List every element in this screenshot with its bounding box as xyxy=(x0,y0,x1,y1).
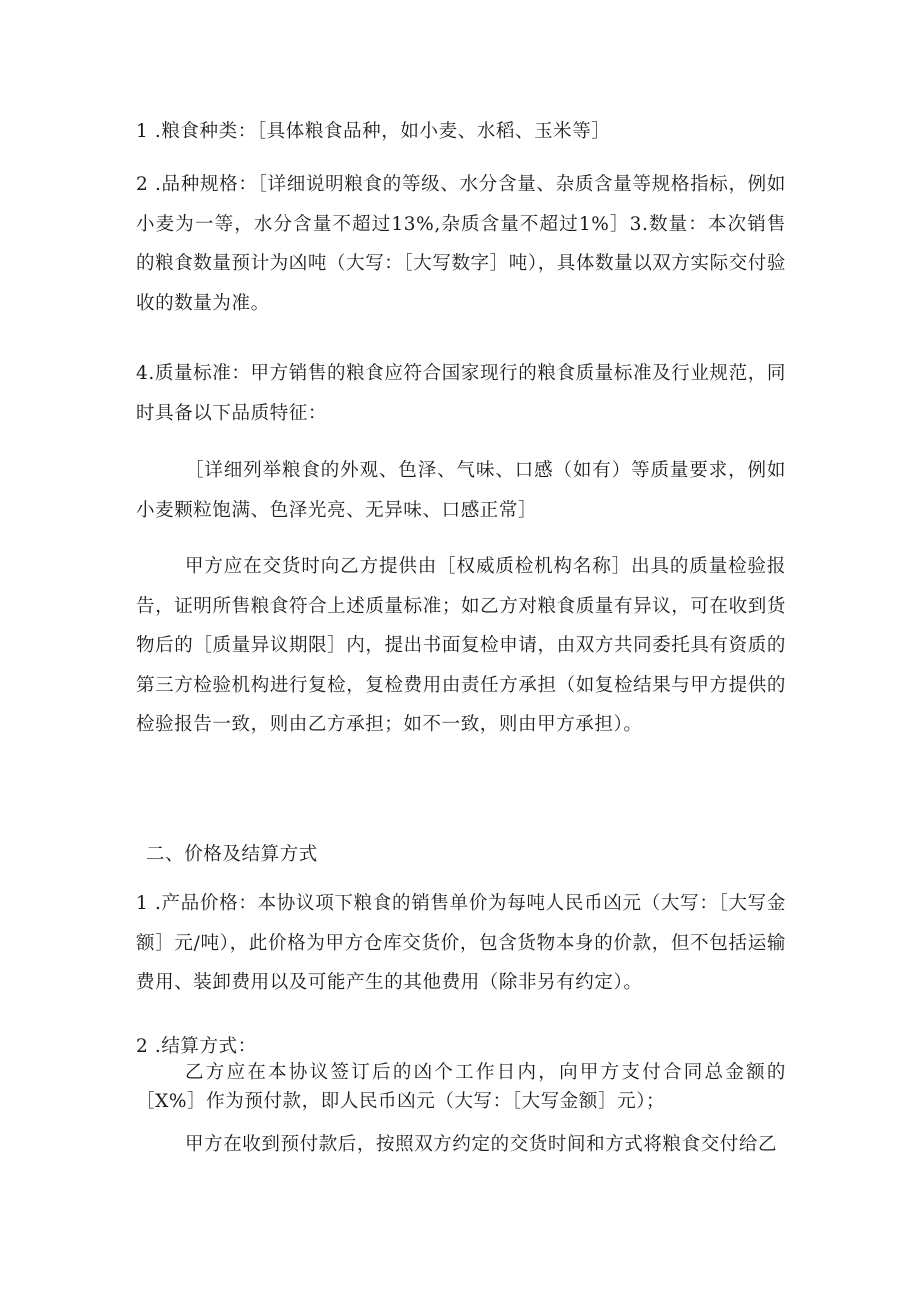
price-item: 1 .产品价格：本协议项下粮食的销售单价为每吨人民币凶元（大写：［大写金额］元/吨），此价格为甲方仓库交货价，包含货物本身的价款，但不包括运输费用、装卸费用以及可能产生的其他费用（除非另有约定）。 xyxy=(136,893,786,993)
section-heading-price: 二、价格及结算方式 xyxy=(146,844,318,865)
inspection-paragraph: 甲方应在交货时向乙方提供由［权威质检机构名称］出具的质量检验报告，证明所售粮食符合上述质量标准；如乙方对粮食质量有异议，可在收到货物后的［质量异议期限］内，提出书面复检申请，由双方共同委托具有资质的第三方检验机构进行复检，复检费用由责任方承担（如复检结果与甲方提供的检验报告一致，则由乙方承担；如不一致，则由甲方承担）。 xyxy=(136,556,786,735)
spec-and-quantity-item: 2 .品种规格：［详细说明粮食的等级、水分含量、杂质含量等规格指标，例如小麦为一等，水分含量不超过13%,杂质含量不超过1%］3.数量：本次销售的粮食数量预计为凶吨（大写：［大写数字］吨），具体数量以双方实际交付验收的数量为准。 xyxy=(136,174,787,314)
grain-type-item: 1 .粮食种类：［具体粮食品种，如小麦、水稻、玉米等］ xyxy=(136,121,611,142)
quality-detail-paragraph: ［详细列举粮食的外观、色泽、气味、口感（如有）等质量要求，例如小麦颗粒饱满、色泽光亮、无异味、口感正常］ xyxy=(136,460,786,521)
prepayment-paragraph: 乙方应在本协议签订后的凶个工作日内，向甲方支付合同总金额的［X%］作为预付款，即人民币凶元（大写：［大写金额］元）； xyxy=(136,1062,786,1112)
quality-standard-item: 4.质量标准：甲方销售的粮食应符合国家现行的粮食质量标准及行业规范，同时具备以下品质特征： xyxy=(136,363,786,424)
delivery-paragraph: 甲方在收到预付款后，按照双方约定的交货时间和方式将粮食交付给乙 xyxy=(185,1134,778,1155)
settlement-title: 2 .结算方式： xyxy=(136,1036,257,1057)
